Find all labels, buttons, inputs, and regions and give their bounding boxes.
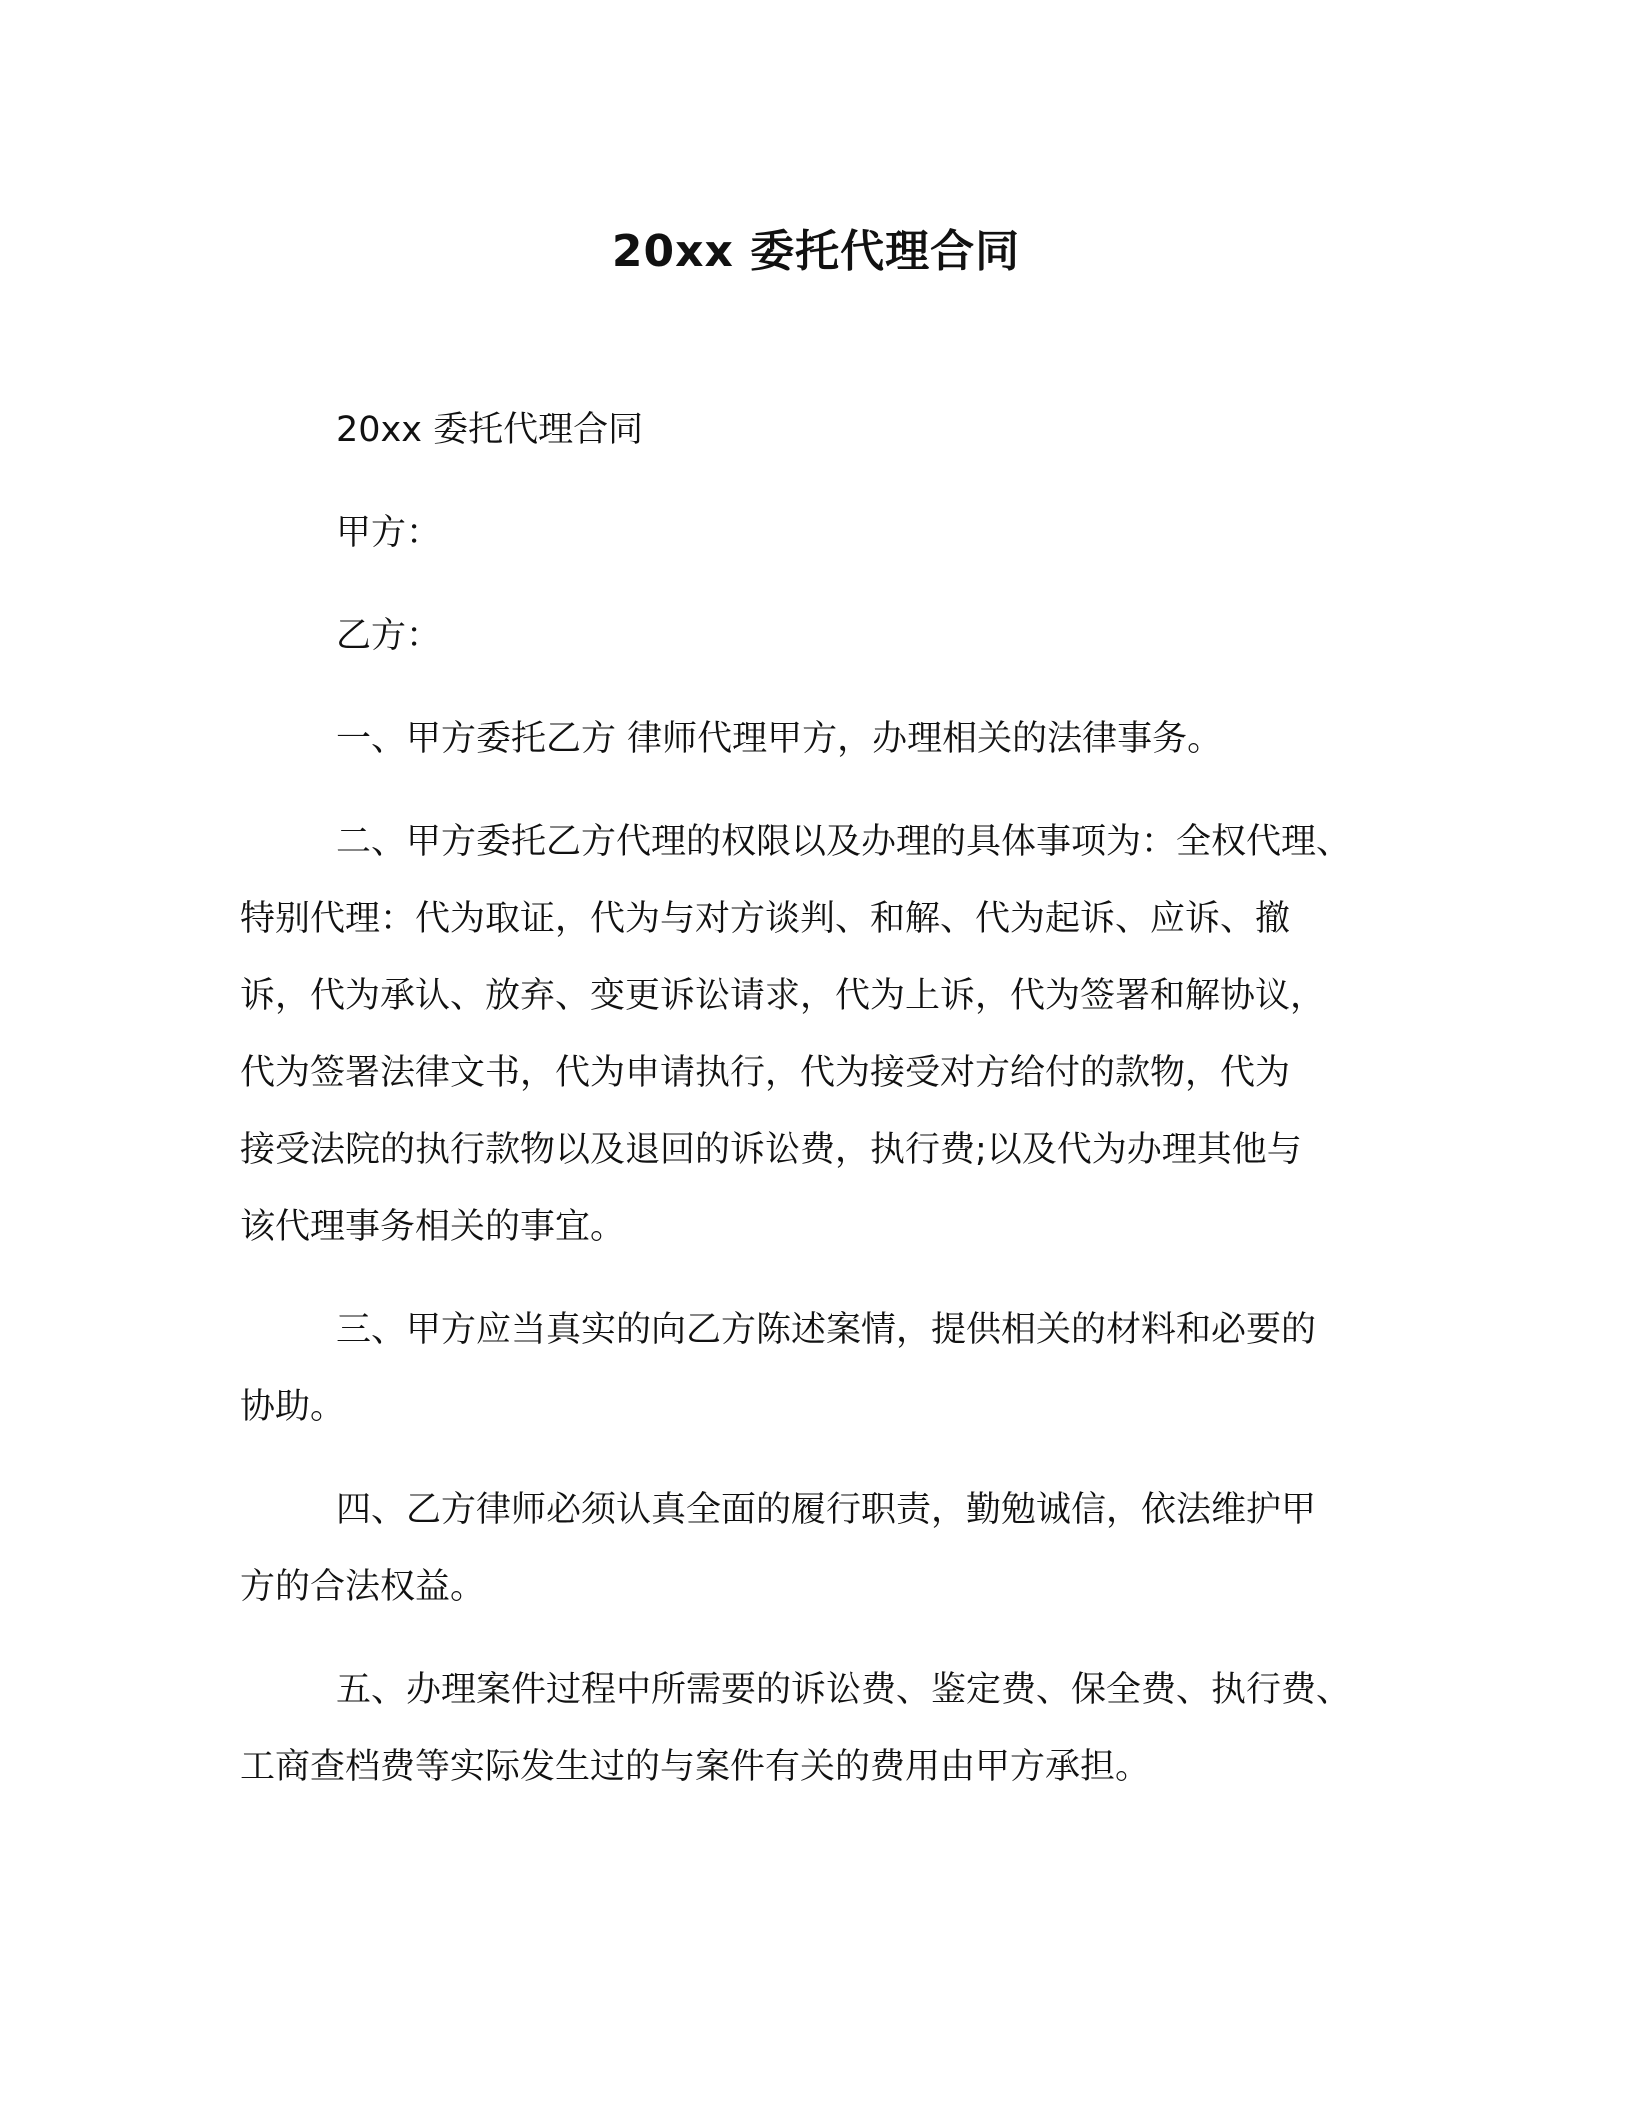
clause-2-line: 特别代理：代为取证，代为与对方谈判、和解、代为起诉、应诉、撤 [240,899,1291,939]
clause-4-line: 方的合法权益。 [240,1567,486,1607]
clause-2-line: 诉，代为承认、放弃、变更诉讼请求，代为上诉，代为签署和解协议， [240,976,1326,1016]
clause-2-line: 接受法院的执行款物以及退回的诉讼费，执行费;以及代为办理其他与 [240,1130,1302,1170]
clause-2-line: 代为签署法律文书，代为申请执行，代为接受对方给付的款物，代为 [240,1053,1291,1093]
document-subtitle: 20xx 委托代理合同 [336,410,644,450]
party-b-label: 乙方： [336,616,442,656]
party-a-label: 甲方： [336,513,442,553]
clause-5 [240,1652,1400,1806]
clause-3 [240,1292,1400,1446]
clause-2 [240,804,1400,1266]
clause-1-line: 一、甲方委托乙方 律师代理甲方，办理相关的法律事务。 [336,719,1223,759]
clause-1 [240,701,1400,778]
clause-3-line: 协助。 [240,1387,346,1427]
clause-4 [240,1472,1400,1626]
clause-3-line: 三、甲方应当真实的向乙方陈述案情，提供相关的材料和必要的 [336,1310,1317,1350]
document-title: 20xx 委托代理合同 [611,226,1021,277]
clause-2-line: 二、甲方委托乙方代理的权限以及办理的具体事项为：全权代理、 [336,822,1352,862]
clause-4-line: 四、乙方律师必须认真全面的履行职责，勤勉诚信，依法维护甲 [336,1490,1317,1530]
clause-5-line: 工商查档费等实际发生过的与案件有关的费用由甲方承担。 [240,1747,1151,1787]
clause-2-line: 该代理事务相关的事宜。 [240,1207,626,1247]
clause-5-line: 五、办理案件过程中所需要的诉讼费、鉴定费、保全费、执行费、 [336,1670,1352,1710]
document-body [240,392,1400,1806]
